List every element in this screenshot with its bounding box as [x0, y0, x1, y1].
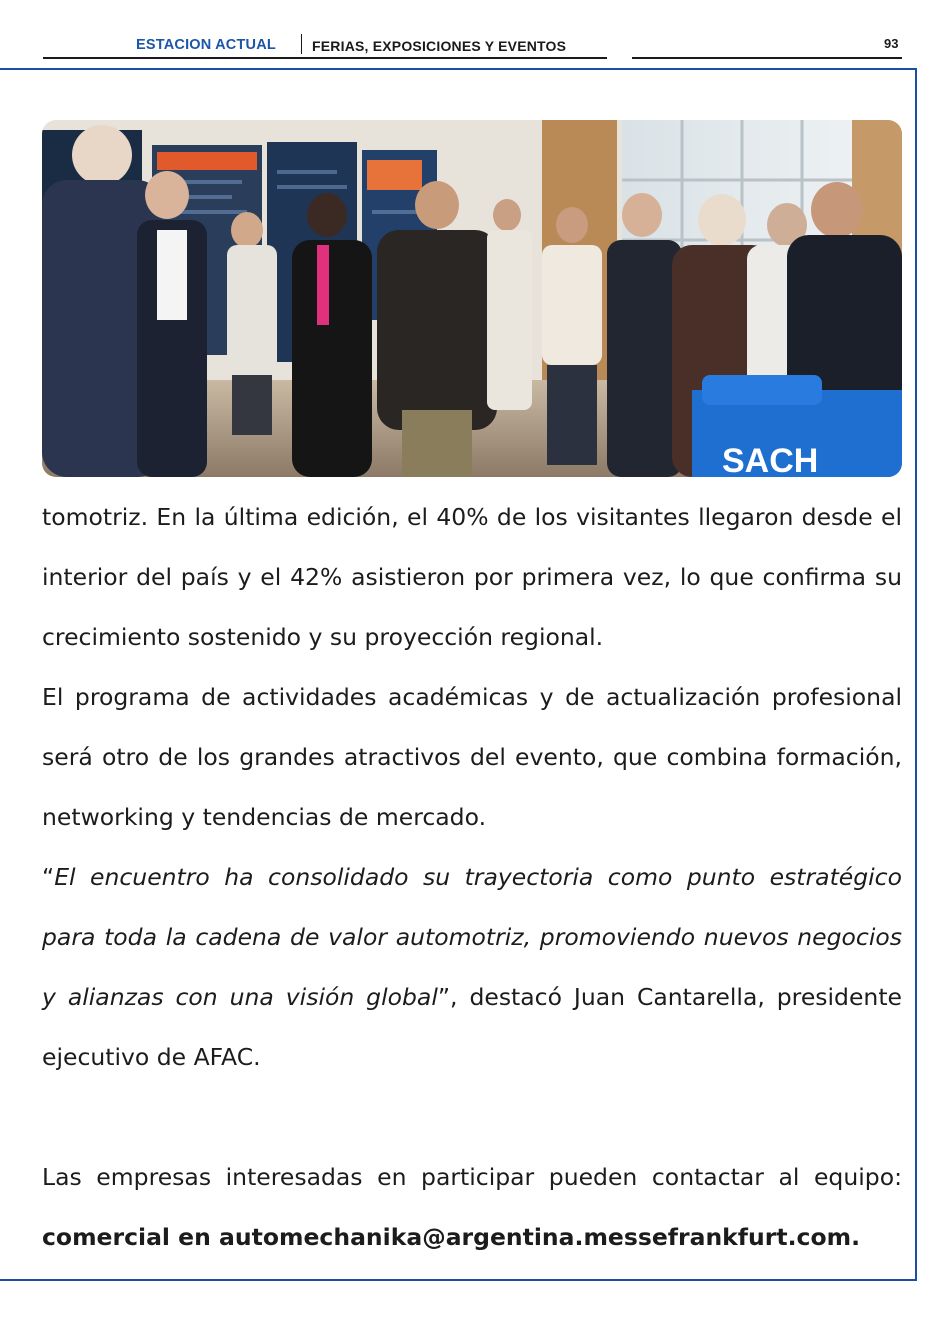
page-frame-top	[0, 68, 917, 70]
contact-email[interactable]: comercial en automechanika@argentina.messefrankfurt.com.	[42, 1223, 861, 1251]
header-rule-right	[632, 57, 902, 59]
header-rule-left	[43, 57, 607, 59]
paragraph-contact-email	[42, 1207, 902, 1267]
banner-text: SACH	[722, 442, 819, 477]
paragraph-program: El programa de actividades académicas y de actualización profesional será otro de los grandes atractivos del evento, que combina formación, networking y tendencias de mercado.	[42, 683, 902, 831]
quote-open: “	[42, 863, 55, 891]
quote-text: El encuentro ha consolidado su trayectoria como punto estratégico para toda la cadena de valor automotriz, promoviendo nuevos negocios y alianzas con una visión global	[42, 863, 902, 1011]
section-title: ESTACION ACTUAL	[136, 37, 276, 53]
header-separator	[301, 34, 302, 54]
event-photo	[42, 120, 902, 477]
page-number: 93	[884, 36, 899, 51]
page-frame-right	[915, 68, 917, 1281]
section-topic: FERIAS, EXPOSICIONES Y EVENTOS	[312, 38, 567, 54]
page-frame-bottom	[0, 1279, 917, 1281]
article-body	[42, 487, 902, 1267]
paragraph-contact-intro: Las empresas interesadas en participar pueden contactar al equipo:	[42, 1163, 902, 1191]
paragraph-quote	[42, 847, 902, 1087]
quote-attribution: ”, destacó Juan Cantarella, presidente ejecutivo de AFAC.	[42, 983, 902, 1071]
paragraph-statistics: tomotriz. En la última edición, el 40% de los visitantes llegaron desde el interior del país y el 42% asistieron por primera vez, lo que confirma su crecimiento sostenido y su proyección regional.	[42, 503, 902, 651]
paragraph-gap	[42, 1087, 902, 1147]
